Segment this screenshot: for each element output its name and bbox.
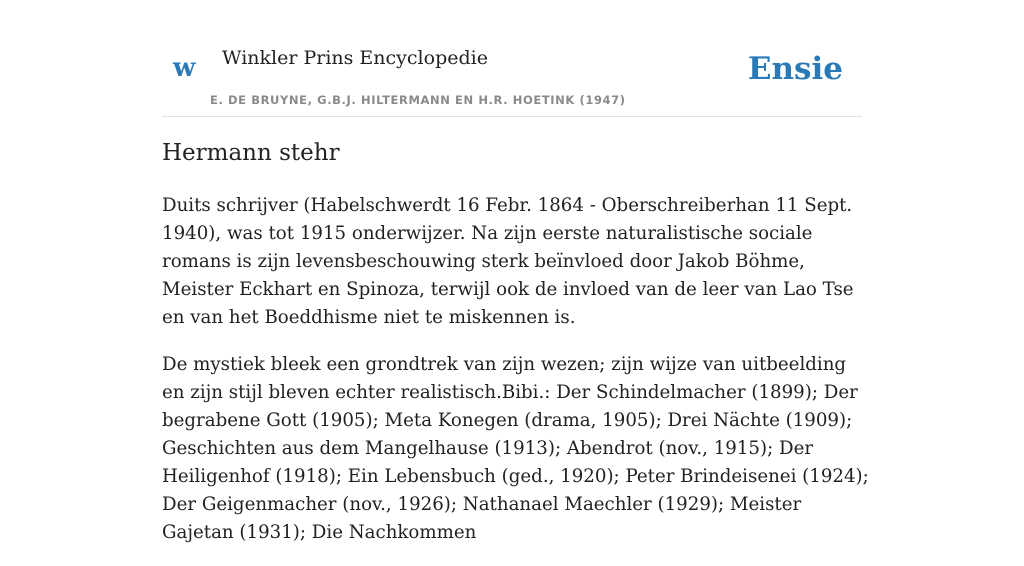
publication-title[interactable]: Winkler Prins Encyclopedie (222, 47, 488, 69)
article-body (162, 192, 870, 566)
article-title: Hermann stehr (162, 140, 340, 166)
article-paragraph: De mystiek bleek een grondtrek van zijn wezen; zijn wijze van uitbeelding en zijn stijl bleven echter realistisch.Bibi.: Der Schindelmacher (1899); Der begrabene Gott (1905); Meta Konegen (drama, 1905); Drei Nächte (1909); Geschichten aus dem Mangelhause (1913); Abendrot (nov., 1915); Der Heiligenhof (1918); Ein Lebensbuch (ged., 1920); Peter Brindeisenei (1924); Der Geigenmacher (nov., 1926); Nathanael Maechler (1929); Meister Gajetan (1931); Die Nachkommen (162, 354, 869, 543)
publication-byline: E. DE BRUYNE, G.B.J. HILTERMANN EN H.R. HOETINK (1947) (210, 93, 626, 107)
site-header (162, 30, 862, 117)
ensie-brand-link[interactable]: Ensie (747, 51, 843, 87)
article-paragraph: Duits schrijver (Habelschwerdt 16 Febr. 1864 - Oberschreiberhan 11 Sept. 1940), was tot 1915 onderwijzer. Na zijn eerste naturalistische sociale romans is zijn levensbeschouwing sterk beïnvloed door Jakob Böhme, Meister Eckhart en Spinoza, terwijl ook de invloed van de leer van Lao Tse en van het Boeddhisme niet te miskennen is. (162, 195, 854, 328)
winkler-prins-logo[interactable]: w (173, 53, 196, 83)
